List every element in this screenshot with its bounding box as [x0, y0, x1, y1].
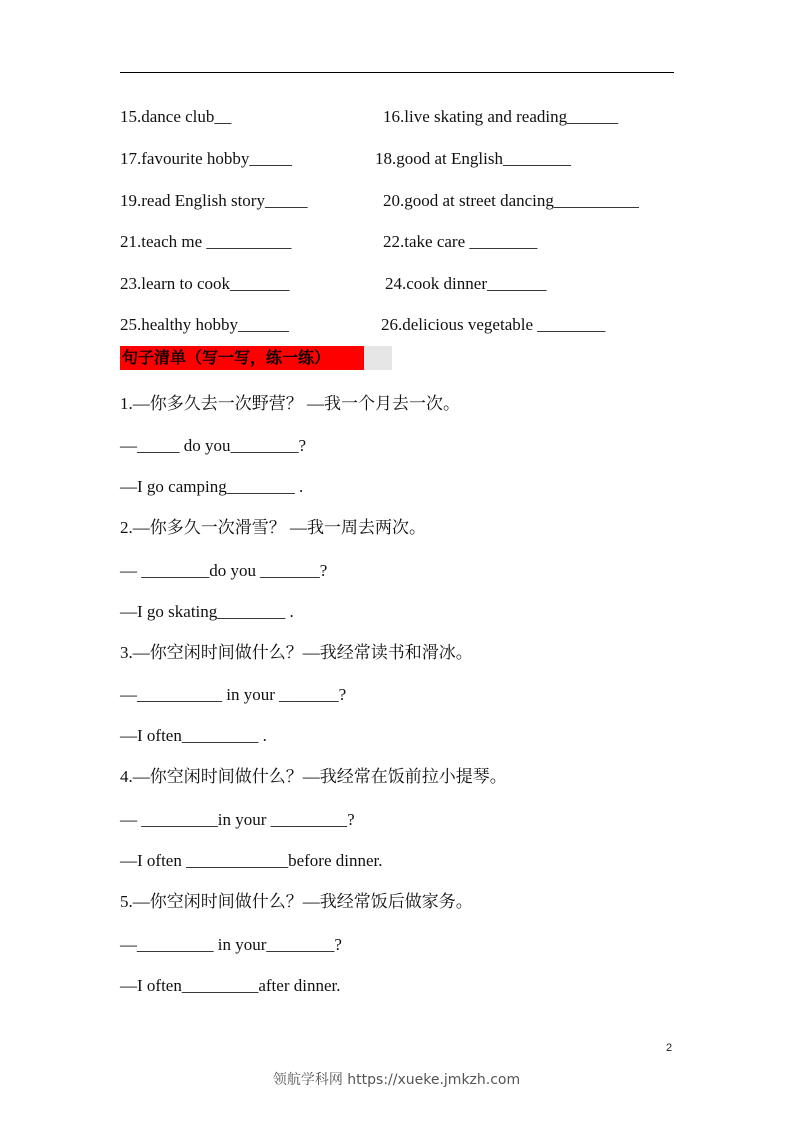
sentence-prompt-1: 1.—你多久去一次野营？ —我一个月去一次。: [120, 394, 460, 413]
vocab-item-23: 23.learn to cook_______: [120, 274, 290, 293]
vocab-item-20: 20.good at street dancing__________: [383, 191, 639, 210]
vocab-item-24: 24.cook dinner_______: [385, 274, 547, 293]
sentence-question-4: — _________in your _________?: [120, 810, 355, 829]
vocab-item-17: 17.favourite hobby_____: [120, 149, 292, 168]
footer-watermark: 领航学科网 https://xueke.jmkzh.com: [272, 1072, 521, 1088]
sentence-question-2: — ________do you _______?: [120, 561, 328, 580]
sentence-question-5: —_________ in your________?: [120, 935, 342, 954]
vocab-item-19: 19.read English story_____: [120, 191, 308, 210]
sentence-prompt-5: 5.—你空闲时间做什么？—我经常饭后做家务。: [120, 892, 473, 911]
sentence-answer-5: —I often_________after dinner.: [120, 976, 341, 995]
sentence-prompt-3: 3.—你空闲时间做什么？—我经常读书和滑冰。: [120, 643, 473, 662]
sentence-question-3: —__________ in your _______?: [120, 685, 347, 704]
vocab-item-26: 26.delicious vegetable ________: [381, 315, 606, 334]
section-header: [120, 346, 392, 370]
vocab-item-18: 18.good at English________: [375, 149, 571, 168]
page-number: 2: [666, 1042, 673, 1054]
vocab-item-25: 25.healthy hobby______: [120, 315, 290, 334]
sentence-answer-4: —I often ____________before dinner.: [120, 851, 383, 870]
vocab-item-22: 22.take care ________: [383, 232, 538, 251]
sentence-prompt-2: 2.—你多久一次滑雪？ —我一周去两次。: [120, 518, 426, 537]
sentence-answer-1: —I go camping________ .: [120, 477, 304, 496]
vocab-item-15: 15.dance club__: [120, 107, 232, 126]
header-rule: [120, 72, 674, 73]
sentence-answer-2: —I go skating________ .: [120, 602, 294, 621]
sentence-prompt-4: 4.—你空闲时间做什么？—我经常在饭前拉小提琴。: [120, 767, 507, 786]
section-title: 句子清单（写一写，练一练）: [122, 348, 331, 367]
sentence-answer-3: —I often_________ .: [120, 726, 267, 745]
sentence-question-1: —_____ do you________?: [120, 436, 307, 455]
vocab-item-16: 16.live skating and reading______: [383, 107, 619, 126]
vocab-item-21: 21.teach me __________: [120, 232, 292, 251]
